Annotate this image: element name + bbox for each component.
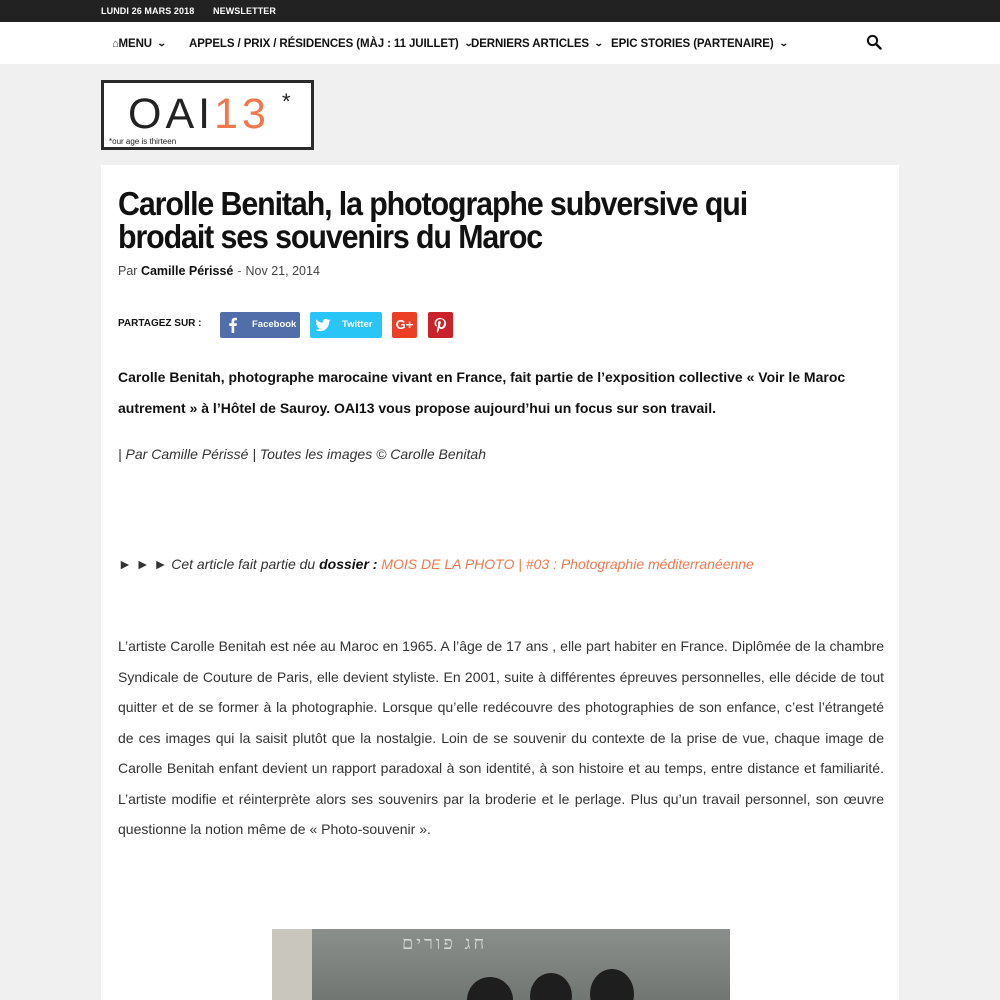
logo-tagline: *our age is thirteen bbox=[109, 137, 177, 146]
nav-item-appels[interactable] bbox=[189, 22, 472, 64]
article-photo bbox=[272, 929, 730, 1000]
googleplus-icon: G+ bbox=[395, 317, 414, 332]
publish-date: Nov 21, 2014 bbox=[245, 264, 320, 278]
chevron-down-icon: ⌄ bbox=[156, 38, 167, 48]
home-icon: ⌂ bbox=[112, 38, 119, 50]
search-icon[interactable] bbox=[866, 34, 882, 52]
photo-dark-shape bbox=[590, 969, 634, 1000]
author-link[interactable]: Camille Périssé bbox=[140, 264, 234, 278]
nav-item-epic-stories[interactable] bbox=[611, 22, 787, 64]
newsletter-link[interactable]: NEWSLETTER bbox=[213, 6, 276, 16]
share-facebook-button[interactable] bbox=[220, 312, 300, 338]
chevron-down-icon: ⌄ bbox=[593, 38, 604, 48]
article-title: Carolle Benitah, la photographe subversive qui brodait ses souvenirs du Maroc bbox=[118, 185, 748, 255]
share-pinterest-button[interactable] bbox=[428, 312, 453, 338]
nav-item-label: APPELS / PRIX / RÉSIDENCES (MÀJ : 11 JUILLET) bbox=[189, 38, 459, 50]
photo-dark-shape bbox=[530, 973, 572, 1000]
chevron-down-icon: ⌄ bbox=[778, 38, 789, 48]
byline bbox=[118, 264, 320, 278]
dossier-prefix: ► ► ► Cet article fait partie du bbox=[118, 556, 316, 572]
nav-item-label: DERNIERS ARTICLES bbox=[471, 38, 589, 50]
article-intro: Carolle Benitah, photographe marocaine vivant en France, fait partie de l’exposition collective « Voir le Maroc autrement » à l’Hôtel de Sauroy. OAI13 vous propose aujourd’hui un focus sur son travail. bbox=[118, 369, 846, 416]
photo-inscription: חג פורים bbox=[402, 933, 488, 954]
current-date: LUNDI 26 MARS 2018 bbox=[101, 6, 195, 16]
byline-prefix: Par bbox=[118, 264, 138, 278]
article-card bbox=[101, 165, 899, 1000]
main-navigation bbox=[0, 22, 1000, 64]
share-label: PARTAGEZ SUR : bbox=[118, 318, 202, 329]
chevron-down-icon: ⌄ bbox=[463, 38, 474, 48]
dossier-word: dossier : bbox=[319, 556, 378, 572]
nav-menu-label: MENU bbox=[118, 38, 153, 50]
nav-item-label: EPIC STORIES (PARTENAIRE) bbox=[611, 38, 774, 50]
dossier-link[interactable]: MOIS DE LA PHOTO | #03 : Photographie méditerranéenne bbox=[381, 556, 754, 572]
article-body: L’artiste Carolle Benitah est née au Maroc en 1965. A l’âge de 17 ans , elle part habiter en France. Diplômée de la chambre Syndicale de Couture de Paris, elle devient styliste. En 2001, suite à différentes épreuves personnelles, elle décide de tout quitter et de se former à la photographie. Lorsque qu’elle redécouvre des photographies de son enfance, c’est l’étrangeté de ces images qui la saisit plutôt que la nostalgie. Loin de se souvenir du contexte de la prise de vue, chaque image de Carolle Benitah enfant devient un rapport paradoxal à son identité, à son histoire et au temps, entre distance et familiarité. L’artiste modifie et réinterprète alors ses souvenirs par la broderie et le perlage. Plus qu’un travail personnel, son œuvre questionne la notion même de « Photo-souvenir ». bbox=[118, 638, 884, 837]
dossier-line bbox=[118, 556, 754, 572]
pinterest-icon bbox=[428, 312, 453, 338]
facebook-label: Facebook bbox=[252, 319, 297, 330]
nav-item-derniers-articles[interactable] bbox=[471, 22, 602, 64]
logo-star: * bbox=[282, 89, 291, 114]
share-googleplus-button[interactable] bbox=[392, 312, 417, 338]
photo-dark-shape bbox=[467, 977, 513, 1000]
share-twitter-button[interactable] bbox=[310, 312, 382, 338]
nav-menu[interactable] bbox=[112, 22, 165, 64]
logo-wordmark: OAI13 bbox=[128, 90, 270, 138]
photo-light-area bbox=[272, 929, 312, 1000]
twitter-label: Twitter bbox=[342, 319, 373, 330]
facebook-icon bbox=[220, 312, 246, 338]
twitter-icon bbox=[310, 312, 336, 338]
top-bar bbox=[0, 0, 1000, 22]
photo-credit: | Par Camille Périssé | Toutes les images © Carolle Benitah bbox=[118, 446, 487, 462]
byline-separator: - bbox=[237, 264, 242, 278]
site-logo[interactable] bbox=[101, 80, 314, 150]
